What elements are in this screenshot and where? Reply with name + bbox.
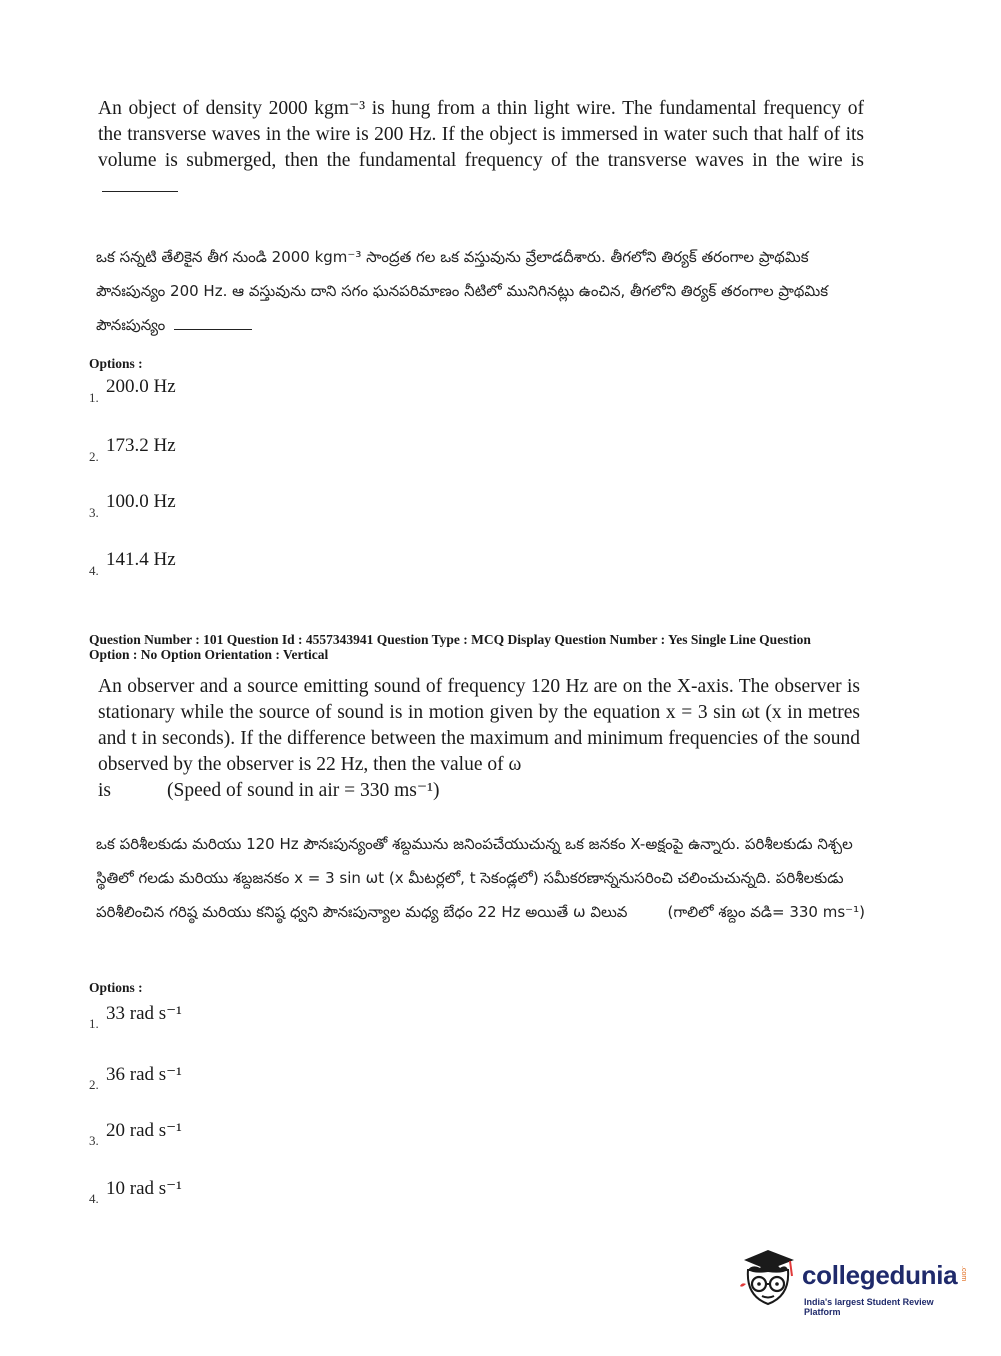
q2-telugu-text: ఒక పరిశీలకుడు మరియు 120 Hz పౌనఃపున్యంతో శబ్దమును జనింపచేయుచున్న ఒక జనకం X-అక్షంపై ఉన్నారు. పరిశీలకుడు నిశ్చల స్థితిలో గలడు మరియు శబ్దజనకం x = 3 sin ωt (x మీటర్లలో, t సెకండ్లలో) సమీకరణాన్ననుసరించి చలించుచున్నది. పరిశీలకుడు పరిశీలించిన గరిష్ఠ మరియు కనిష్ఠ ధ్వని పౌనఃపున్యాల మధ్య బేధం 22 Hz అయితే ω విలువ (గాలిలో శబ్దం వడి= 330 ms⁻¹) [96, 835, 865, 921]
q2-english-text: An observer and a source emitting sound of frequency 120 Hz are on the X-axis. The observer is stationary while the source of sound is in motion given by the equation x = 3 sin ωt (x in metres and t in seconds). If the difference between the maximum and minimum frequencies of the sound observed by the observer is 22 Hz, then the value of ω is (Speed of sound in air = 330 ms⁻¹) [98, 676, 860, 801]
answer-blank [102, 190, 178, 192]
brand-domain: .com [960, 1266, 967, 1282]
collegedunia-logo[interactable] [738, 1246, 970, 1316]
q2-options-label: Options : [89, 980, 143, 995]
brand-tagline: India's largest Student Review Platform [804, 1297, 934, 1317]
q1-options-label: Options : [89, 356, 143, 371]
q2-metadata: Question Number : 101 Question Id : 4557343941 Question Type : MCQ Display Question Number : Yes Single Line Question Option : No Option Orientation : Vertical [89, 632, 811, 662]
answer-blank [174, 328, 252, 330]
q1-telugu-text: ఒక సన్నటి తేలికైన తీగ నుండి 2000 kgm⁻³ సాంద్రత గల ఒక వస్తువును వ్రేలాడదీశారు. తీగలోని తిర్యక్ తరంగాల ప్రాథమిక పౌనఃపున్యం 200 Hz. ఆ వస్తువును దాని సగం ఘనపరిమాణం నీటిలో మునిగినట్లు ఉంచిన, తీగలోని తిర్యక్ తరంగాల ప్రాథమిక పౌనఃపున్యం [96, 248, 829, 334]
mascot-icon [738, 1246, 800, 1310]
brand-name: collegedunia [802, 1260, 958, 1290]
q1-english-text: An object of density 2000 kgm⁻³ is hung from a thin light wire. The fundamental frequency of the transverse waves in the wire is 200 Hz. If the object is immersed in water such that half of its volume is submerged, then the fundamental frequency of the transverse waves in the wire is [98, 96, 864, 200]
